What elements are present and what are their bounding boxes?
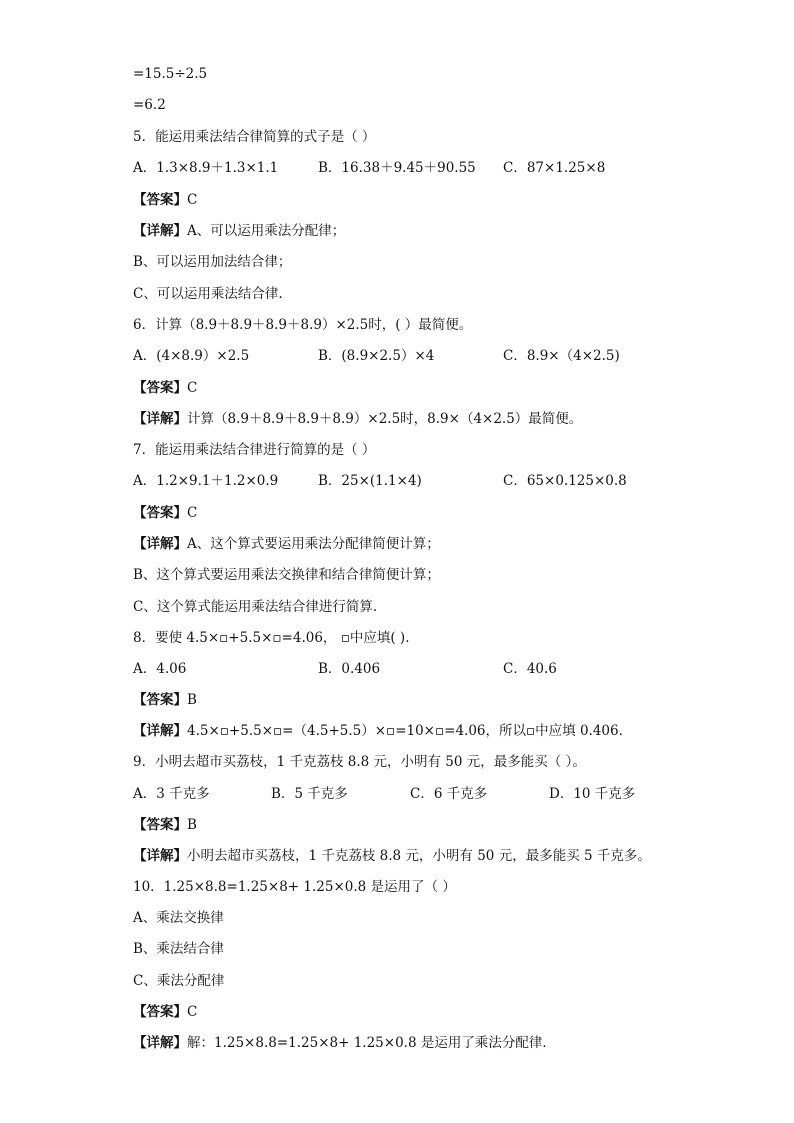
answer-value: B <box>187 692 197 708</box>
explanation-text: 解：1.25×8.8=1.25×8+ 1.25×0.8 是运用了乘法分配律． <box>187 1035 556 1051</box>
answer-8 <box>133 690 197 710</box>
calc-line-1: =15.5÷2.5 <box>133 66 208 82</box>
explanation-5-line-2: B、可以运用加法结合律； <box>133 254 292 270</box>
explanation-10 <box>133 1033 556 1053</box>
option-c: C．40.6 <box>503 661 557 677</box>
question-5: 5．能运用乘法结合律简算的式子是（ ） <box>133 129 376 145</box>
option-b: B．0.406 <box>318 661 381 677</box>
answer-value: C <box>187 1004 198 1020</box>
answer-6 <box>133 378 197 398</box>
explanation-text: A、这个算式要运用乘法分配律简便计算； <box>187 536 440 552</box>
explanation-9 <box>133 846 651 866</box>
explanation-tag: 【详解】 <box>133 723 187 739</box>
question-8: 8．要使 4.5×▫+5.5×▫=4.06， ▫中应填( ). <box>133 630 410 646</box>
explanation-5-line-3: C、可以运用乘法结合律. <box>133 286 283 302</box>
option-c: C．87×1.25×8 <box>503 160 606 176</box>
explanation-5 <box>133 221 345 241</box>
calc-line-2: =6.2 <box>133 97 166 113</box>
question-10: 10．1.25×8.8=1.25×8+ 1.25×0.8 是运用了（ ） <box>133 879 456 895</box>
explanation-7-line-2: B、这个算式要运用乘法交换律和结合律简便计算； <box>133 567 440 583</box>
explanation-text: 计算（8.9＋8.9＋8.9＋8.9）×2.5时，8.9×（4×2.5）最简便。 <box>187 411 583 427</box>
answer-7 <box>133 503 197 523</box>
explanation-tag: 【详解】 <box>133 536 187 552</box>
option-a: A．3 千克多 <box>133 786 210 802</box>
question-7: 7．能运用乘法结合律进行简算的是（ ） <box>133 442 376 458</box>
option-a: A．1.3×8.9＋1.3×1.1 <box>133 160 279 176</box>
option-d: D．10 千克多 <box>549 786 636 802</box>
answer-value: C <box>187 192 198 208</box>
explanation-tag: 【详解】 <box>133 1035 187 1051</box>
explanation-tag: 【详解】 <box>133 848 187 864</box>
option-c: C．65×0.125×0.8 <box>503 473 627 489</box>
answer-10 <box>133 1002 197 1022</box>
answer-tag: 【答案】 <box>133 692 187 708</box>
explanation-7 <box>133 534 440 554</box>
option-c: C．6 千克多 <box>410 786 488 802</box>
option-b: B．16.38＋9.45＋90.55 <box>318 160 476 176</box>
option-c: C．8.9×（4×2.5) <box>503 348 620 364</box>
answer-tag: 【答案】 <box>133 192 187 208</box>
explanation-text: A、可以运用乘法分配律； <box>187 223 346 239</box>
option-a: A．4.06 <box>133 661 187 677</box>
explanation-6 <box>133 409 582 429</box>
answer-tag: 【答案】 <box>133 505 187 521</box>
question-10-option-b: B、乘法结合律 <box>133 941 224 957</box>
explanation-7-line-3: C、这个算式能运用乘法结合律进行简算. <box>133 599 378 615</box>
explanation-tag: 【详解】 <box>133 223 187 239</box>
option-a: A．1.2×9.1＋1.2×0.9 <box>133 473 279 489</box>
answer-9 <box>133 815 197 835</box>
question-10-option-c: C、乘法分配律 <box>133 973 225 989</box>
answer-value: C <box>187 505 198 521</box>
explanation-text: 小明去超市买荔枝，1 千克荔枝 8.8 元，小明有 50 元，最多能买 5 千克多。 <box>187 848 651 864</box>
explanation-8 <box>133 721 632 741</box>
explanation-tag: 【详解】 <box>133 411 187 427</box>
option-b: B．25×(1.1×4) <box>318 473 422 489</box>
question-6: 6．计算（8.9＋8.9＋8.9＋8.9）×2.5时，( ）最简便。 <box>133 317 473 333</box>
option-b: B．5 千克多 <box>271 786 348 802</box>
explanation-text: 4.5×▫+5.5×▫=（4.5+5.5）×▫=10×▫=4.06，所以▫中应填 0.406． <box>187 723 633 739</box>
answer-value: B <box>187 817 197 833</box>
answer-5 <box>133 190 197 210</box>
answer-tag: 【答案】 <box>133 1004 187 1020</box>
question-10-option-a: A、乘法交换律 <box>133 910 224 926</box>
answer-value: C <box>187 380 198 396</box>
answer-tag: 【答案】 <box>133 380 187 396</box>
question-9: 9．小明去超市买荔枝，1 千克荔枝 8.8 元，小明有 50 元，最多能买（ ）。 <box>133 754 586 770</box>
answer-tag: 【答案】 <box>133 817 187 833</box>
option-a: A．(4×8.9）×2.5 <box>133 348 250 364</box>
option-b: B．(8.9×2.5）×4 <box>318 348 435 364</box>
